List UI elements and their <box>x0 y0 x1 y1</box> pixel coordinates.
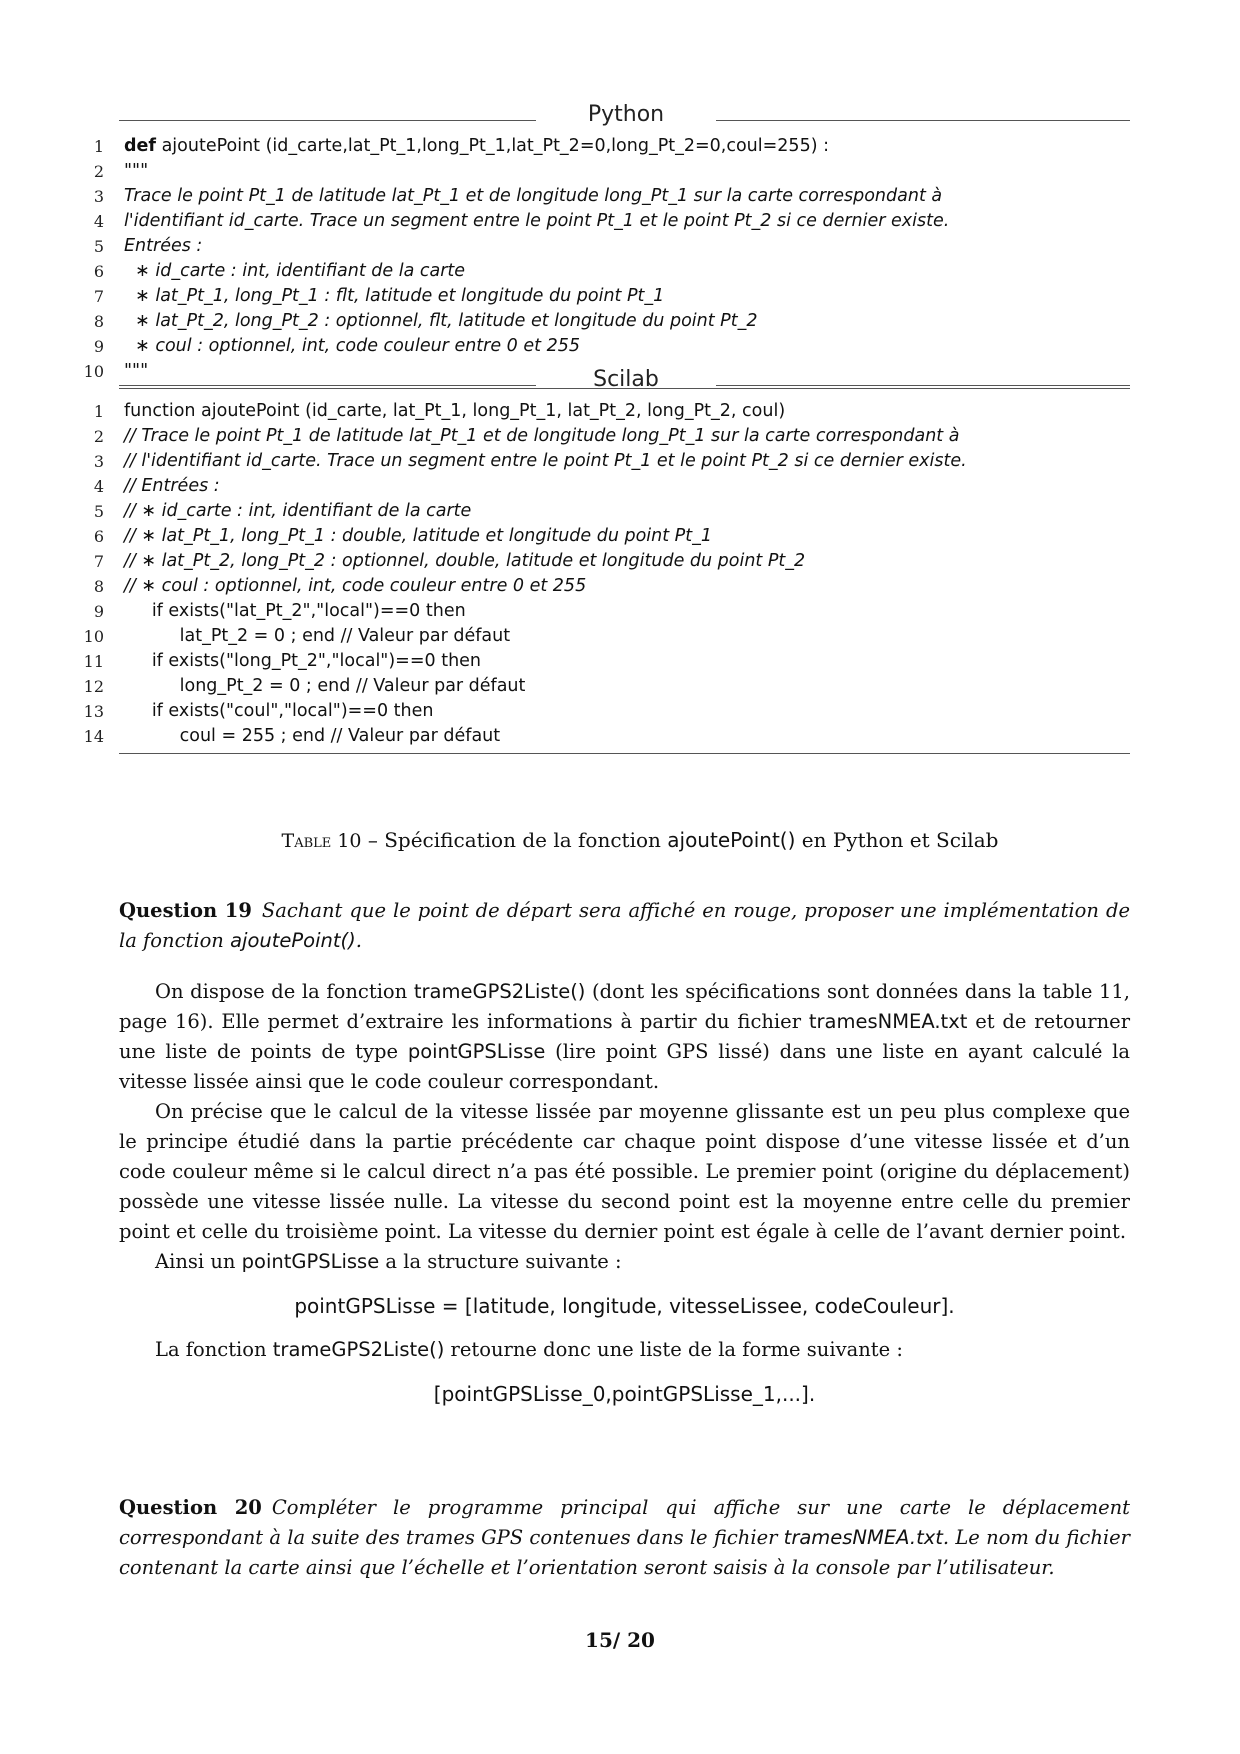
formula-list: [pointGPSLisse_0,pointGPSLisse_1,...]. <box>433 1382 816 1406</box>
code-line <box>80 624 1130 649</box>
body-text <box>119 977 1130 1409</box>
code-text: coul = 255 ; end // Valeur par défaut <box>124 726 501 746</box>
page-number: 15/ 20 <box>585 1628 655 1652</box>
line-number: 11 <box>83 652 104 671</box>
code-line <box>80 234 1130 259</box>
line-number: 14 <box>83 727 104 746</box>
code-text: ∗ coul : optionnel, int, code couleur entre 0 et 255 <box>124 336 580 356</box>
line-number: 2 <box>93 427 104 446</box>
question-label: Question 19 <box>119 899 252 922</box>
question-body <box>119 1496 1130 1579</box>
question-text-end: . <box>355 929 362 952</box>
scilab-listing <box>80 365 1130 754</box>
line-number: 4 <box>93 212 104 231</box>
code-text: // Entrées : <box>124 476 220 496</box>
code-text: if exists("lat_Pt_2","local")==0 then <box>124 601 466 621</box>
text-run: et de retourner une liste de points de type <box>119 1010 1131 1063</box>
question-body <box>119 899 1130 952</box>
question-text-end: . Le nom du fichier contenant la carte ainsi que l’échelle et l’orientation seront saisis à la console par l’utilisateur. <box>119 1526 1130 1579</box>
paragraph-4 <box>119 1335 1130 1365</box>
line-number: 9 <box>93 602 104 621</box>
text-run: retourne donc une liste de la forme suivante : <box>444 1338 903 1361</box>
line-number: 7 <box>93 287 104 306</box>
code-line <box>80 259 1130 284</box>
inline-code: trameGPS2Liste() <box>413 980 586 1003</box>
code-line <box>80 699 1130 724</box>
caption-label: Table 10 <box>281 830 362 852</box>
header-rule <box>119 120 536 121</box>
listing-header <box>80 100 1130 130</box>
line-number: 13 <box>83 702 104 721</box>
header-rule <box>119 385 536 386</box>
python-listing <box>80 100 1130 389</box>
code-text: function ajoutePoint (id_carte, lat_Pt_1, long_Pt_1, lat_Pt_2, long_Pt_2, coul) <box>124 401 786 421</box>
code-text: lat_Pt_2 = 0 ; end // Valeur par défaut <box>124 626 511 646</box>
inline-code: trameGPS2Liste() <box>272 1338 445 1361</box>
code-line <box>80 424 1130 449</box>
code-line <box>80 334 1130 359</box>
line-number: 6 <box>93 262 104 281</box>
line-number: 7 <box>93 552 104 571</box>
code-line <box>80 309 1130 334</box>
code-text: """ <box>124 161 149 181</box>
line-number: 10 <box>83 362 104 381</box>
question-19 <box>119 896 1130 956</box>
inline-code: pointGPSLisse <box>241 1250 380 1273</box>
text-run: (dont les spécifications sont données dans la table 11, page 16). Elle permet d’extraire les informations à partir du fichier <box>119 980 1130 1033</box>
text-run: (lire point GPS lissé) dans une liste en ayant calculé la vitesse lissée ainsi que le code couleur correspondant. <box>119 1040 1130 1093</box>
listing-header <box>80 365 1130 395</box>
code-text: def ajoutePoint (id_carte,lat_Pt_1,long_Pt_1,lat_Pt_2=0,long_Pt_2=0,coul=255) : <box>124 136 829 156</box>
code-line <box>80 209 1130 234</box>
header-rule <box>716 385 1130 386</box>
code-line <box>80 474 1130 499</box>
code-block <box>80 399 1130 749</box>
code-text: long_Pt_2 = 0 ; end // Valeur par défaut <box>124 676 526 696</box>
question-function: ajoutePoint() <box>230 929 356 952</box>
code-line <box>80 649 1130 674</box>
text-run: La fonction <box>155 1338 273 1361</box>
code-text: """ <box>124 361 149 381</box>
line-number: 1 <box>93 402 104 421</box>
code-text: // l'identifiant id_carte. Trace un segment entre le point Pt_1 et le point Pt_2 si ce dernier existe. <box>124 451 967 471</box>
text-run: On dispose de la fonction <box>155 980 414 1003</box>
code-line <box>80 134 1130 159</box>
code-line <box>80 399 1130 424</box>
code-line <box>80 284 1130 309</box>
line-number: 5 <box>93 502 104 521</box>
header-rule <box>716 120 1130 121</box>
code-line <box>80 449 1130 474</box>
line-number: 3 <box>93 187 104 206</box>
code-text: // ∗ lat_Pt_1, long_Pt_1 : double, latitude et longitude du point Pt_1 <box>124 526 712 546</box>
code-text: // ∗ lat_Pt_2, long_Pt_2 : optionnel, double, latitude et longitude du point Pt_2 <box>124 551 806 571</box>
inline-code: tramesNMEA.txt <box>808 1010 968 1033</box>
code-text: if exists("long_Pt_2","local")==0 then <box>124 651 482 671</box>
question-label: Question 20 <box>119 1496 262 1519</box>
code-text: ∗ id_carte : int, identifiant de la carte <box>124 261 466 281</box>
line-number: 6 <box>93 527 104 546</box>
code-text: l'identifiant id_carte. Trace un segment entre le point Pt_1 et le point Pt_2 si ce dernier existe. <box>124 211 950 231</box>
line-number: 9 <box>93 337 104 356</box>
code-line <box>80 524 1130 549</box>
line-number: 4 <box>93 477 104 496</box>
listing-footer-rule <box>119 753 1130 754</box>
line-number: 12 <box>83 677 104 696</box>
caption-rest: en Python et Scilab <box>795 828 999 852</box>
line-number: 10 <box>83 627 104 646</box>
code-line <box>80 159 1130 184</box>
code-line <box>80 574 1130 599</box>
caption-separator: – Spécification de la fonction <box>361 828 668 852</box>
text-run: a la structure suivante : <box>379 1250 622 1273</box>
code-line <box>80 674 1130 699</box>
listing-language: Scilab <box>593 367 659 392</box>
code-text: ∗ lat_Pt_1, long_Pt_1 : flt, latitude et longitude du point Pt_1 <box>124 286 665 306</box>
line-number: 1 <box>93 137 104 156</box>
line-number: 3 <box>93 452 104 471</box>
code-line <box>80 599 1130 624</box>
caption-function: ajoutePoint() <box>667 828 796 852</box>
line-number: 2 <box>93 162 104 181</box>
code-line <box>80 724 1130 749</box>
paragraph-2: On précise que le calcul de la vitesse lissée par moyenne glissante est un peu plus complexe que le principe étudié dans la partie précédente car chaque point dispose d’une vitesse lissée et d’un code couleur même si le calcul direct n’a pas été possible. Le premier point (origine du déplacement) possède une vitesse lissée nulle. La vitesse du second point est la moyenne entre celle du premier point et celle du troisième point. La vitesse du dernier point est égale à celle de l’avant dernier point. <box>119 1100 1130 1243</box>
text-run: Ainsi un <box>155 1250 242 1273</box>
code-text: // ∗ coul : optionnel, int, code couleur entre 0 et 255 <box>124 576 587 596</box>
inline-code: pointGPSLisse <box>407 1040 546 1063</box>
code-text: // ∗ id_carte : int, identifiant de la carte <box>124 501 472 521</box>
question-text: Compléter le programme principal qui affiche sur une carte le déplacement correspondant à la suite des trames GPS contenues dans le fichier <box>119 1496 1131 1549</box>
line-number: 8 <box>93 577 104 596</box>
code-text: Trace le point Pt_1 de latitude lat_Pt_1 et de longitude long_Pt_1 sur la carte correspondant à <box>124 186 943 206</box>
formula-structure: pointGPSLisse = [latitude, longitude, vitesseLissee, codeCouleur]. <box>294 1294 955 1318</box>
paragraph-3 <box>119 1247 1130 1277</box>
code-text: ∗ lat_Pt_2, long_Pt_2 : optionnel, flt, latitude et longitude du point Pt_2 <box>124 311 758 331</box>
code-line <box>80 499 1130 524</box>
question-20 <box>119 1493 1130 1583</box>
question-file: tramesNMEA.txt <box>783 1526 943 1549</box>
code-text: if exists("coul","local")==0 then <box>124 701 434 721</box>
paragraph-1 <box>119 977 1130 1097</box>
table-caption <box>80 828 1200 852</box>
code-text: // Trace le point Pt_1 de latitude lat_Pt_1 et de longitude long_Pt_1 sur la carte correspondant à <box>124 426 960 446</box>
line-number: 5 <box>93 237 104 256</box>
code-block <box>80 134 1130 384</box>
code-keyword: def <box>124 136 157 156</box>
code-text: Entrées : <box>124 236 203 256</box>
listing-language: Python <box>587 102 665 127</box>
code-line <box>80 549 1130 574</box>
code-line <box>80 184 1130 209</box>
question-text: Sachant que le point de départ sera affiché en rouge, proposer une implémentation de la fonction <box>119 899 1131 952</box>
line-number: 8 <box>93 312 104 331</box>
